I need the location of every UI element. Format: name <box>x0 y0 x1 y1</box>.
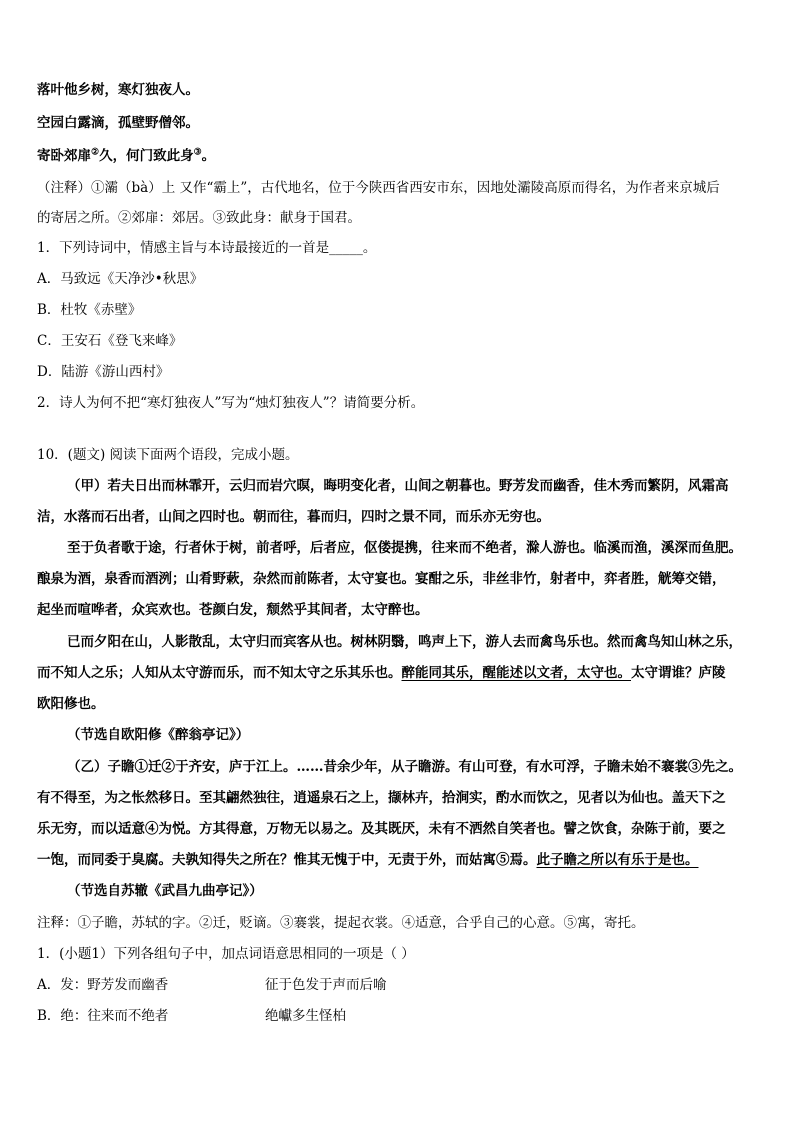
jia-p3-line-1: 已而夕阳在山，人影散乱，太守归而宾客从也。树林阴翳，鸣声上下，游人去而禽鸟乐也。然而禽鸟知山林之乐， <box>67 634 742 650</box>
jia-p3-line-3: 欧阳修也。 <box>37 696 105 712</box>
q10-title: 10．(题文) 阅读下面两个语段，完成小题。 <box>37 447 299 463</box>
yi-line-1: （乙）子瞻①迁②于齐安，庐于江上。……昔余少年，从子瞻游。有山可登，有水可浮，子瞻未始不褰裳③先之。 <box>67 759 742 775</box>
footnote-mark-3: ③ <box>193 147 202 158</box>
q10-note: 注释：①子瞻，苏轼的字。②迁，贬谪。③褰裳，提起衣裳。④适意，合乎自己的心意。⑤寓，寄托。 <box>37 915 645 931</box>
yi-line-2: 有不得至，为之怅然移日。至其翩然独往，逍遥泉石之上，撷林卉，拾涧实，酌水而饮之，见者以为仙也。盖天下之 <box>37 790 726 806</box>
poem-line-3-part-1: 寄卧郊扉 <box>37 148 91 164</box>
q10-sub-question-1: 1．(小题1）下列各组句子中，加点词语意思相同的一项是（ ） <box>37 946 415 962</box>
jia-p3-line-2 <box>37 663 726 683</box>
jia-source: （节选自欧阳修《醉翁亭记》） <box>67 727 250 743</box>
q10-option-a <box>37 975 737 995</box>
poem-note-line-1: （注释）①灞（bà）上 又作“霸上”，古代地名，位于今陕西省西安市东，因地处灞陵高原而得名，为作者来京城后 <box>37 180 720 196</box>
yi-source: （节选自苏辙《武昌九曲亭记》） <box>67 883 263 899</box>
poem-line-3-part-3: 。 <box>201 148 216 164</box>
jia-p2-line-1: 至于负者歌于途，行者休于树，前者呼，后者应，伛偻提携，往来而不绝者，滁人游也。临溪而渔，溪深而鱼肥。 <box>67 540 742 556</box>
jia-underlined-sentence: 醉能同其乐，醒能述以文者，太守也。 <box>401 665 631 681</box>
poem-line-2: 空园白露滴，孤壁野僧邻。 <box>37 115 199 131</box>
poem-note-line-2: 的寄居之所。②郊扉：郊居。③致此身：献身于国君。 <box>37 210 361 226</box>
jia-p3-line-2-b: 太守谓谁？庐陵 <box>631 665 726 681</box>
yi-line-4-a: 一饱，而同委于臭腐。夫孰知得失之所在？惟其无愧于中，无责于外，而姑寓⑤焉。 <box>37 852 537 868</box>
jia-p1-line-1: （甲）若夫日出而林霏开，云归而岩穴暝，晦明变化者，山间之朝暮也。野芳发而幽香，佳木秀而繁阴，风霜高 <box>67 478 729 494</box>
q9-question-2: 2．诗人为何不把“寒灯独夜人”写为“烛灯独夜人”？请简要分析。 <box>37 395 425 411</box>
yi-line-3: 乐无穷，而以适意④为悦。方其得意，万物无以易之。及其既厌，未有不洒然自笑者也。譬之饮食，杂陈于前，要之 <box>37 821 726 837</box>
footnote-mark-2: ② <box>91 147 100 158</box>
poem-line-1: 落叶他乡树，寒灯独夜人。 <box>37 82 199 98</box>
q10-option-b <box>37 1006 737 1026</box>
q10-option-a-left: A．发：野芳发而幽香 <box>37 977 169 993</box>
q10-option-b-right: 绝巘多生怪柏 <box>265 1008 346 1024</box>
q9-option-a: A．马致远《天净沙•秋思》 <box>37 271 204 287</box>
q9-option-c: C．王安石《登飞来峰》 <box>37 333 183 349</box>
q10-option-a-right: 征于色发于声而后喻 <box>265 977 387 993</box>
q9-option-b: B．杜牧《赤壁》 <box>37 302 142 318</box>
poem-line-3 <box>37 146 215 166</box>
jia-p2-line-3: 起坐而喧哗者，众宾欢也。苍颜白发，颓然乎其间者，太守醉也。 <box>37 602 429 618</box>
jia-p1-line-2: 洁，水落而石出者，山间之四时也。朝而往，暮而归，四时之景不同，而乐亦无穷也。 <box>37 509 550 525</box>
q9-question-1: 1．下列诗词中，情感主旨与本诗最接近的一首是_____。 <box>37 240 377 256</box>
jia-p2-line-2: 酿泉为酒，泉香而酒洌；山肴野蔌，杂然而前陈者，太守宴也。宴酣之乐，非丝非竹，射者中，弈者胜，觥筹交错， <box>37 571 726 587</box>
poem-line-3-part-2: 久，何门致此身 <box>99 148 194 164</box>
q10-option-b-left: B．绝：往来而不绝者 <box>37 1008 169 1024</box>
q9-option-d: D．陆游《游山西村》 <box>37 364 170 380</box>
yi-underlined-sentence: 此子瞻之所以有乐于是也。 <box>536 852 699 868</box>
jia-p3-line-2-a: 而不知人之乐；人知从太守游而乐，而不知太守之乐其乐也。 <box>37 665 402 681</box>
yi-line-4 <box>37 850 699 870</box>
